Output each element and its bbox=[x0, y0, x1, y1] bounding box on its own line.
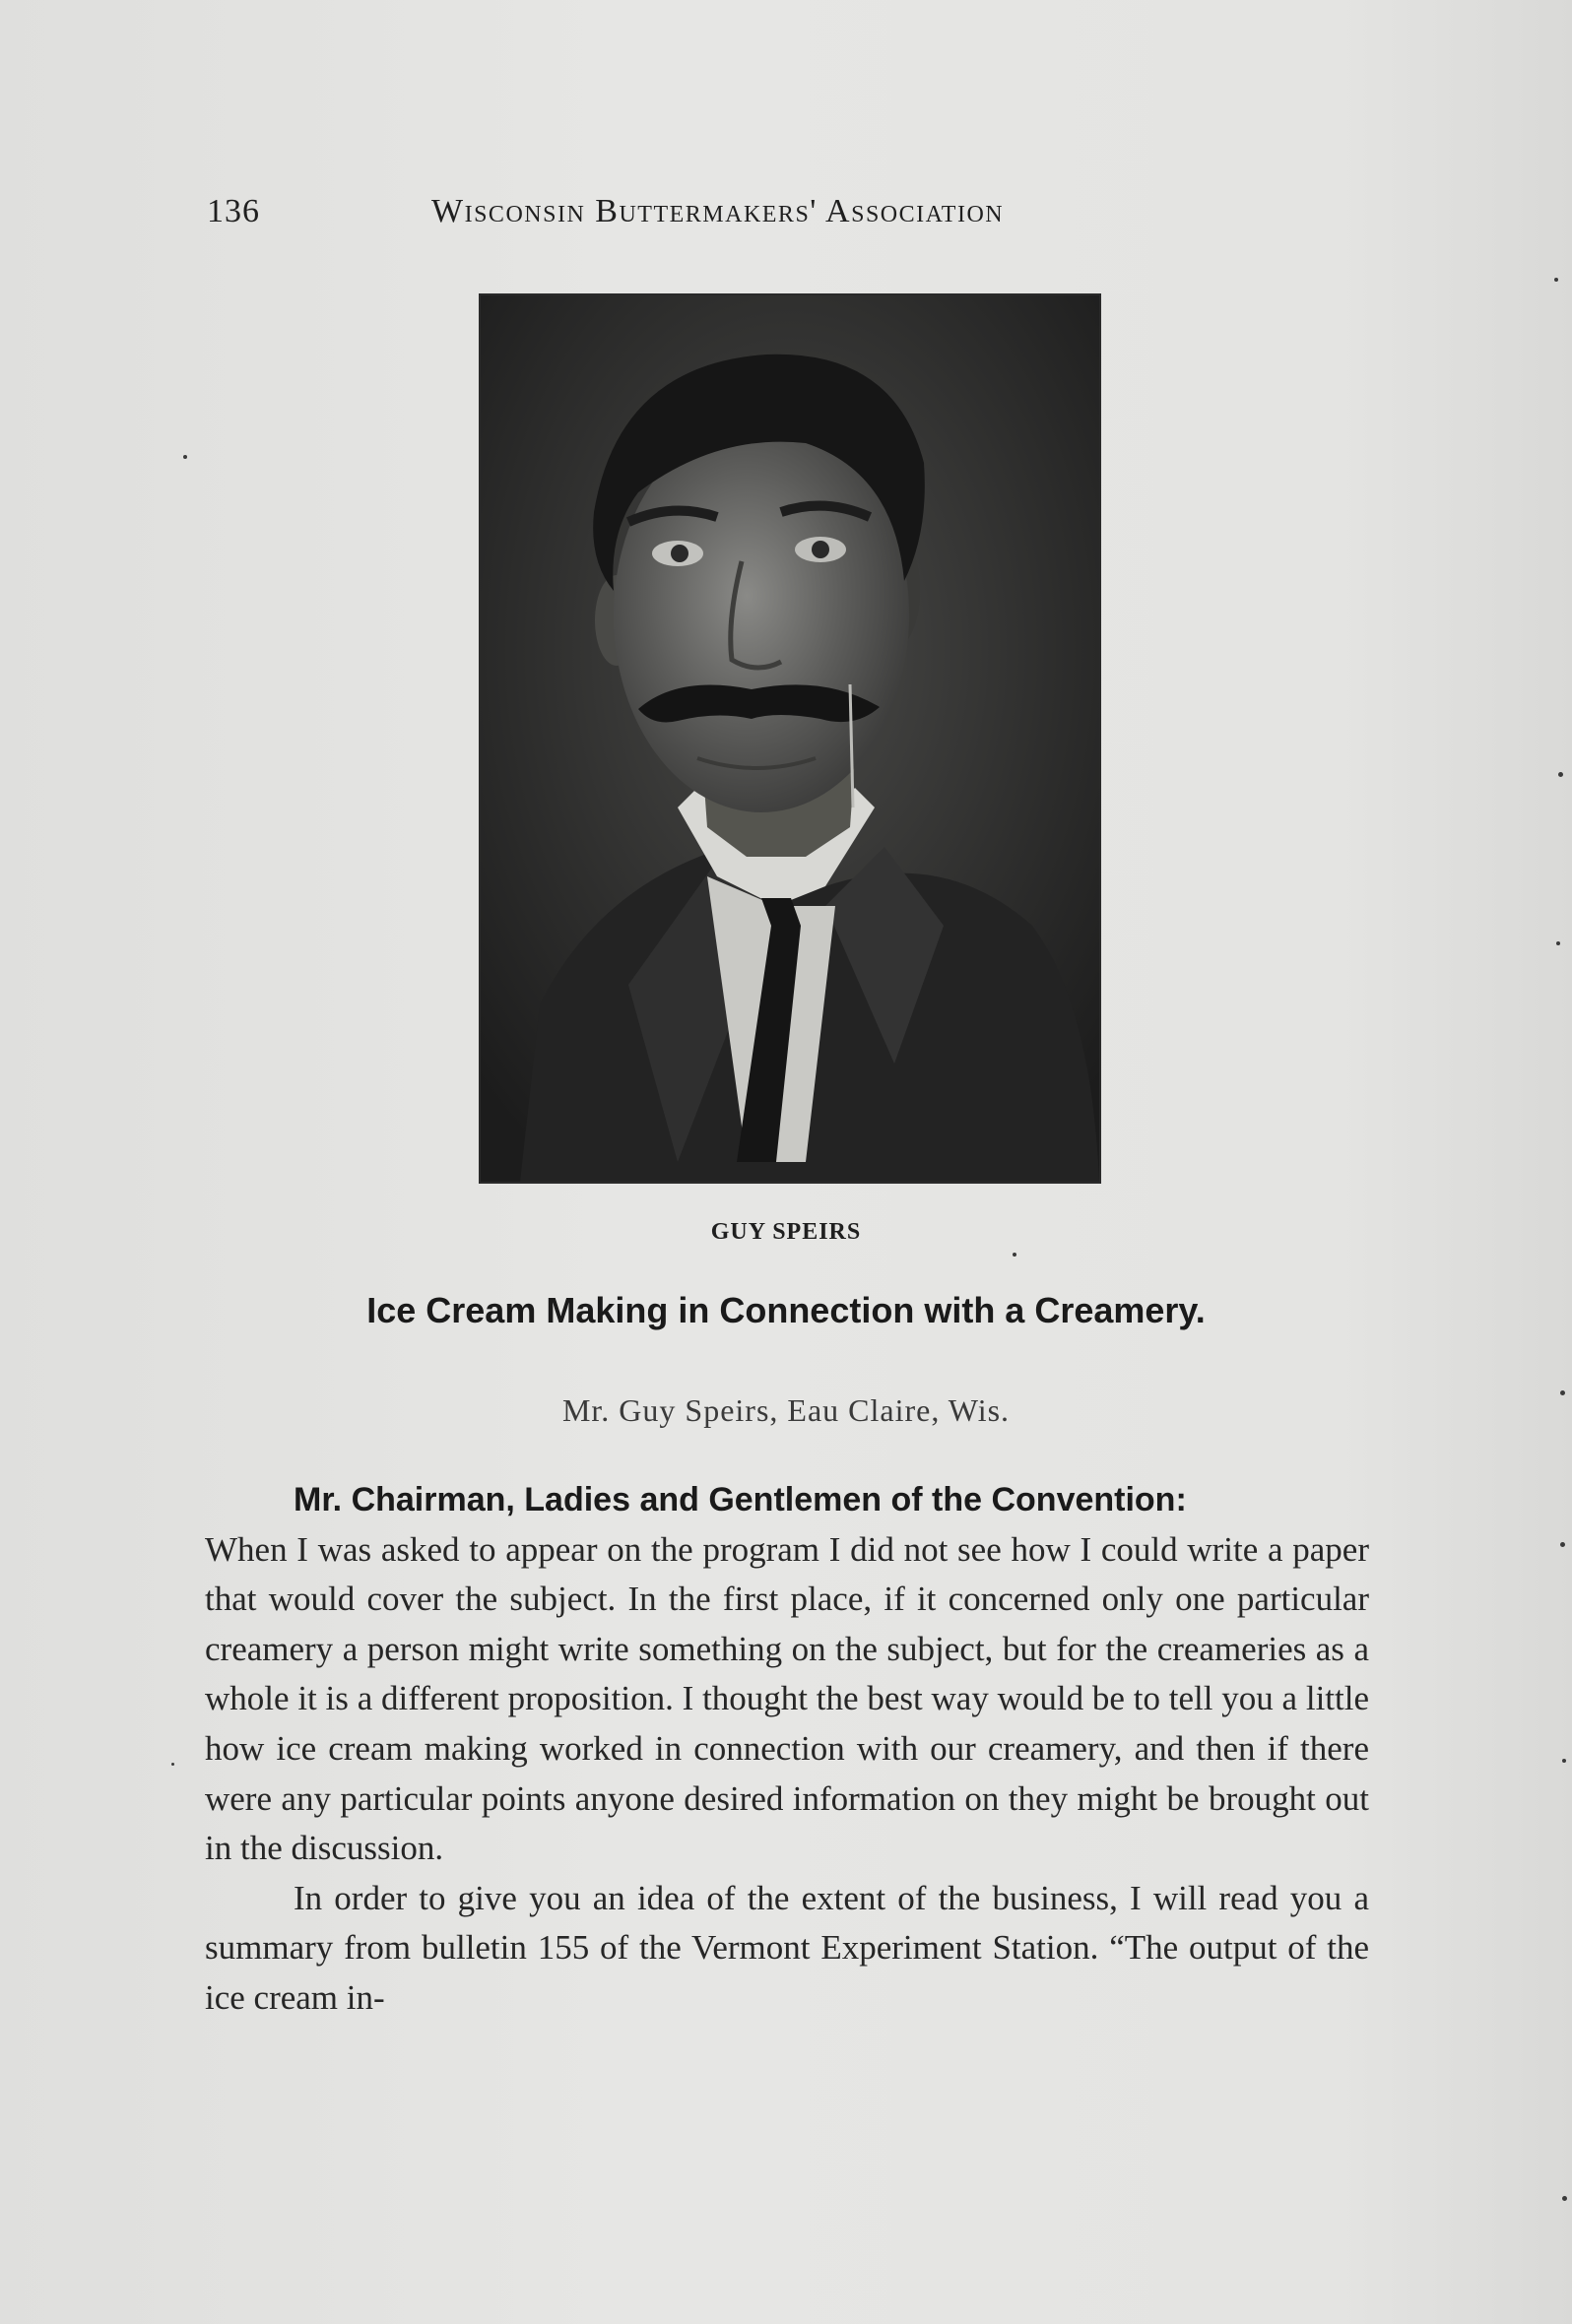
paper-speck bbox=[183, 455, 187, 459]
paper-speck bbox=[1013, 1253, 1016, 1257]
salutation: Mr. Chairman, Ladies and Gentlemen of the Convention: bbox=[294, 1481, 1187, 1518]
paper-speck bbox=[1558, 772, 1563, 777]
paragraph: In order to give you an idea of the extent of the business, I will read you a summary from bulletin 155 of the Vermont Experiment Station. “The output of the ice cream in- bbox=[205, 1878, 1369, 2017]
paper-speck bbox=[1562, 2196, 1567, 2201]
running-title: Wisconsin Buttermakers' Association bbox=[431, 193, 1005, 229]
article-body bbox=[205, 1475, 1369, 2024]
paragraph bbox=[205, 1475, 1369, 1874]
article-byline: Mr. Guy Speirs, Eau Claire, Wis. bbox=[561, 1392, 1011, 1428]
paper-speck bbox=[1562, 1759, 1566, 1763]
photo-caption: GUY SPEIRS bbox=[710, 1219, 862, 1245]
paper-speck bbox=[1556, 941, 1560, 945]
running-head bbox=[207, 193, 1192, 242]
portrait-photo bbox=[479, 293, 1101, 1184]
article-title: Ice Cream Making in Connection with a Creamery. bbox=[366, 1290, 1206, 1330]
paper-speck bbox=[1560, 1542, 1565, 1547]
paper-speck bbox=[171, 1763, 174, 1766]
page-number: 136 bbox=[207, 193, 260, 229]
paper-speck bbox=[1554, 278, 1558, 282]
paragraph-text: When I was asked to appear on the program I did not see how I could write a paper that would cover the subject. In the first place, if it concerned only one particular creamery a person might write something on the subject, but for the creameries as a whole it is a different proposition. I thought the best way would be to tell you a little how ice cream making worked in connection with our creamery, and then if there were any particular points anyone desired information on they might be brought out in the discussion. bbox=[205, 1529, 1369, 1868]
